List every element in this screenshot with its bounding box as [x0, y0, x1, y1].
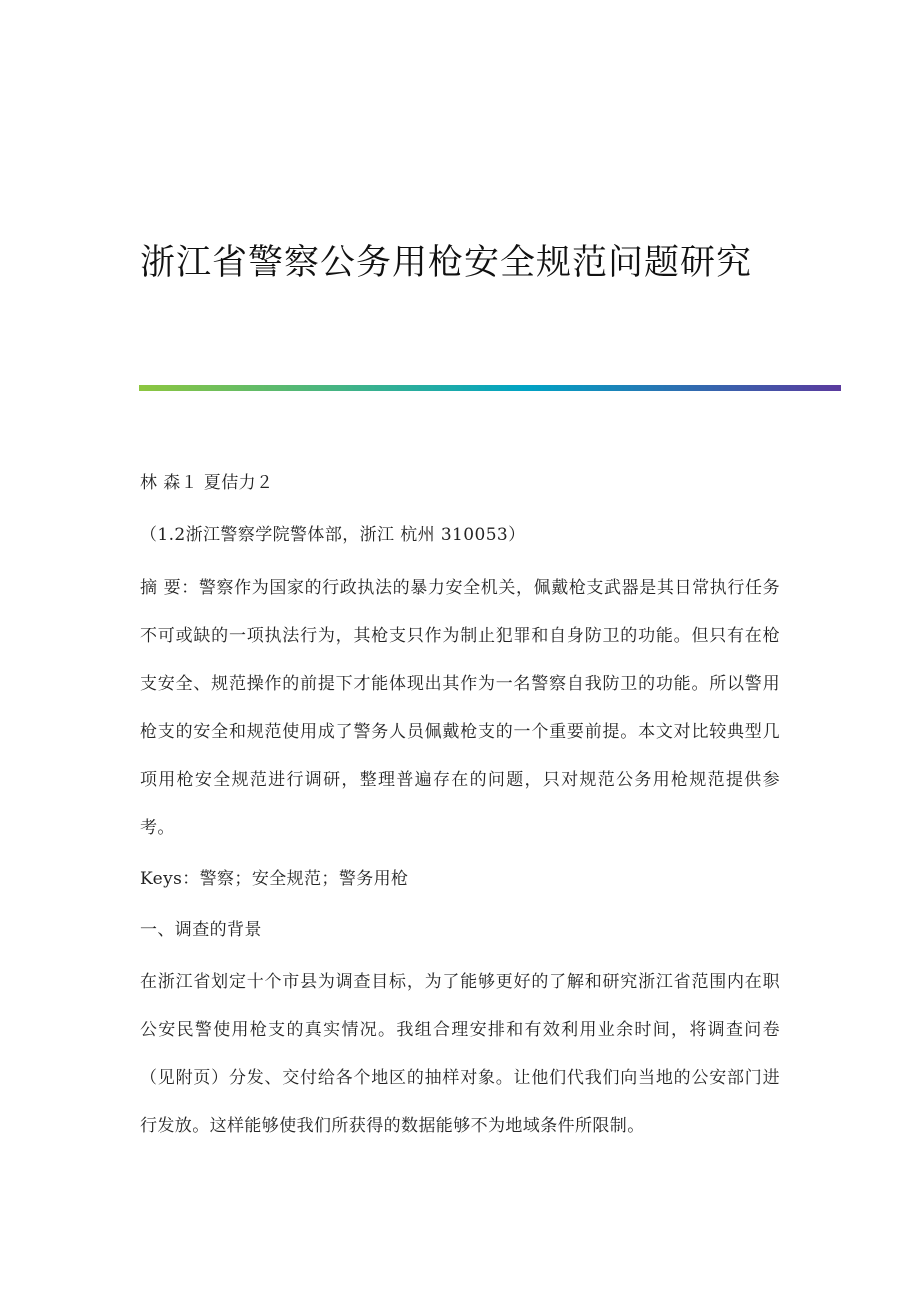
paper-body [140, 468, 780, 1150]
paper-title: 浙江省警察公务用枪安全规范问题研究 [140, 243, 753, 284]
affiliation-line: （1.2浙江警察学院警体部，浙江 杭州 310053） [140, 525, 526, 545]
author-line: 林 森１ 夏佶力２ [140, 473, 274, 493]
section-paragraph: 在浙江省划定十个市县为调查目标，为了能够更好的了解和研究浙江省范围内在职公安民警使用枪支的真实情况。我组合理安排和有效利用业余时间，将调查问卷（见附页）分发、交付给各个地区的抽样对象。让他们代我们向当地的公安部门进行发放。这样能够使我们所获得的数据能够不为地域条件所限制。 [140, 972, 780, 1136]
section-heading: 一、调查的背景 [140, 920, 262, 940]
keywords-line: Keys：警察；安全规范；警务用枪 [140, 869, 409, 889]
abstract-paragraph: 摘 要：警察作为国家的行政执法的暴力安全机关，佩戴枪支武器是其日常执行任务不可或缺的一项执法行为，其枪支只作为制止犯罪和自身防卫的功能。但只有在枪支安全、规范操作的前提下才能体现出其作为一名警察自我防卫的功能。所以警用枪支的安全和规范使用成了警务人员佩戴枪支的一个重要前提。本文对比较典型几项用枪安全规范进行调研，整理普遍存在的问题，只对规范公务用枪规范提供参考。 [140, 578, 780, 838]
title-divider [139, 385, 841, 391]
